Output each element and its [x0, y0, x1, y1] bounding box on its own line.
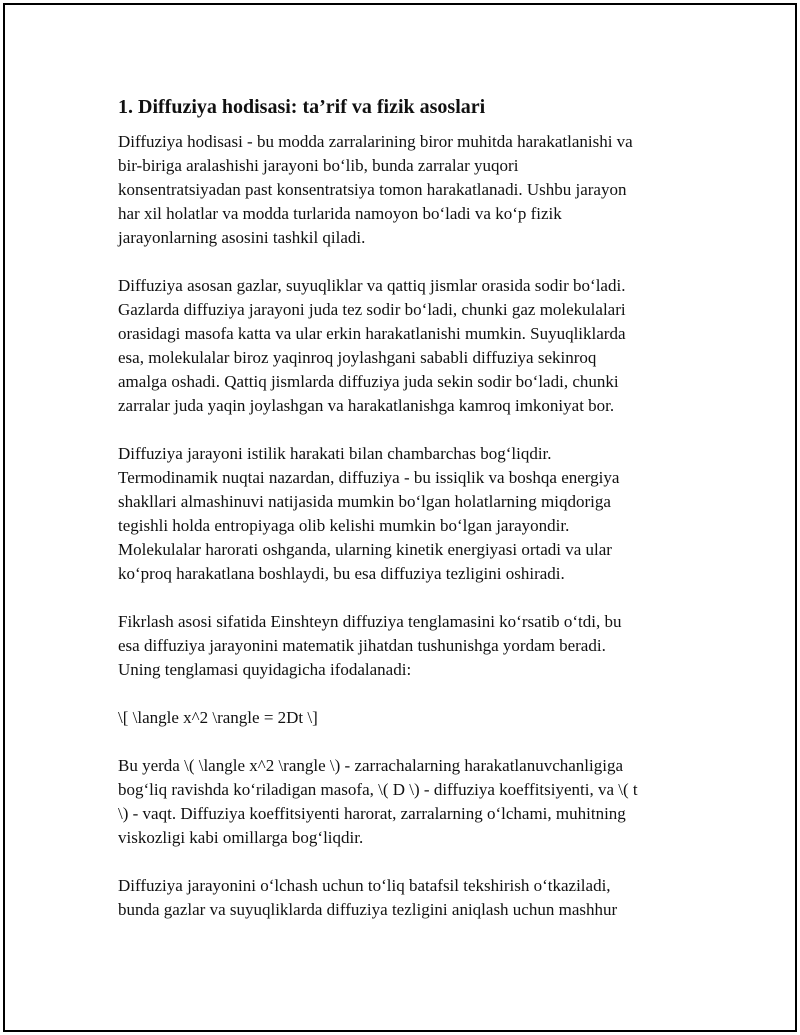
- section-heading: 1. Diffuziya hodisasi: ta’rif va fizik asoslari: [118, 96, 486, 118]
- text-line: esa diffuziya jarayonini matematik jihatdan tushunishga yordam beradi.: [118, 636, 606, 655]
- text-line: shakllari almashinuvi natijasida mumkin bo‘lgan holatlarning miqdoriga: [118, 492, 611, 511]
- document-body: [118, 94, 698, 946]
- text-line: har xil holatlar va modda turlarida namoyon bo‘ladi va ko‘p fizik: [118, 204, 562, 223]
- text-line: Diffuziya jarayonini o‘lchash uchun to‘liq batafsil tekshirish o‘tkaziladi,: [118, 876, 611, 895]
- text-line: Gazlarda diffuziya jarayoni juda tez sodir bo‘ladi, chunki gaz molekulalari: [118, 300, 626, 319]
- text-line: amalga oshadi. Qattiq jismlarda diffuziya juda sekin sodir bo‘ladi, chunki: [118, 372, 619, 391]
- paragraph-einstein: [118, 610, 698, 682]
- paragraph-thermodynamics: [118, 442, 698, 586]
- text-line: Termodinamik nuqtai nazardan, diffuziya - bu issiqlik va boshqa energiya: [118, 468, 620, 487]
- text-line: ko‘proq harakatlana boshlaydi, bu esa diffuziya tezligini oshiradi.: [118, 564, 565, 583]
- text-line: \) - vaqt. Diffuziya koeffitsiyenti harorat, zarralarning o‘lchami, muhitning: [118, 804, 626, 823]
- text-line: Diffuziya jarayoni istilik harakati bilan chambarchas bog‘liqdir.: [118, 444, 552, 463]
- text-line: orasidagi masofa katta va ular erkin harakatlanishi mumkin. Suyuqliklarda: [118, 324, 626, 343]
- paragraph-equation-terms: [118, 754, 698, 850]
- text-line: Bu yerda \( \langle x^2 \rangle \) - zarrachalarning harakatlanuvchanligiga: [118, 756, 624, 775]
- equation-line: \[ \langle x^2 \rangle = 2Dt \]: [118, 708, 318, 727]
- text-line: Molekulalar harorati oshganda, ularning kinetik energiyasi ortadi va ular: [118, 540, 612, 559]
- text-line: konsentratsiyadan past konsentratsiya tomon harakatlanadi. Ushbu jarayon: [118, 180, 627, 199]
- text-line: zarralar juda yaqin joylashgan va harakatlanishga kamroq imkoniyat bor.: [118, 396, 615, 415]
- text-line: bog‘liq ravishda ko‘riladigan masofa, \( D \) - diffuziya koeffitsiyenti, va \( t: [118, 780, 638, 799]
- text-line: esa, molekulalar biroz yaqinroq joylashgani sababli diffuziya sekinroq: [118, 348, 597, 367]
- paragraph-equation: [118, 706, 698, 730]
- text-line: bunda gazlar va suyuqliklarda diffuziya tezligini aniqlash uchun mashhur: [118, 900, 618, 919]
- text-line: Fikrlash asosi sifatida Einshteyn diffuziya tenglamasini ko‘rsatib o‘tdi, bu: [118, 612, 622, 631]
- paragraph-definition: [118, 130, 698, 250]
- text-line: viskozligi kabi omillarga bog‘liqdir.: [118, 828, 364, 847]
- text-line: Uning tenglamasi quyidagicha ifodalanadi:: [118, 660, 412, 679]
- text-line: jarayonlarning asosini tashkil qiladi.: [118, 228, 366, 247]
- text-line: Diffuziya asosan gazlar, suyuqliklar va qattiq jismlar orasida sodir bo‘ladi.: [118, 276, 626, 295]
- text-line: Diffuziya hodisasi - bu modda zarralarining biror muhitda harakatlanishi va: [118, 132, 633, 151]
- paragraph-states-of-matter: [118, 274, 698, 418]
- text-line: bir-biriga aralashishi jarayoni bo‘lib, bunda zarralar yuqori: [118, 156, 519, 175]
- text-line: tegishli holda entropiyaga olib kelishi mumkin bo‘lgan jarayondir.: [118, 516, 570, 535]
- paragraph-measurement: [118, 874, 698, 922]
